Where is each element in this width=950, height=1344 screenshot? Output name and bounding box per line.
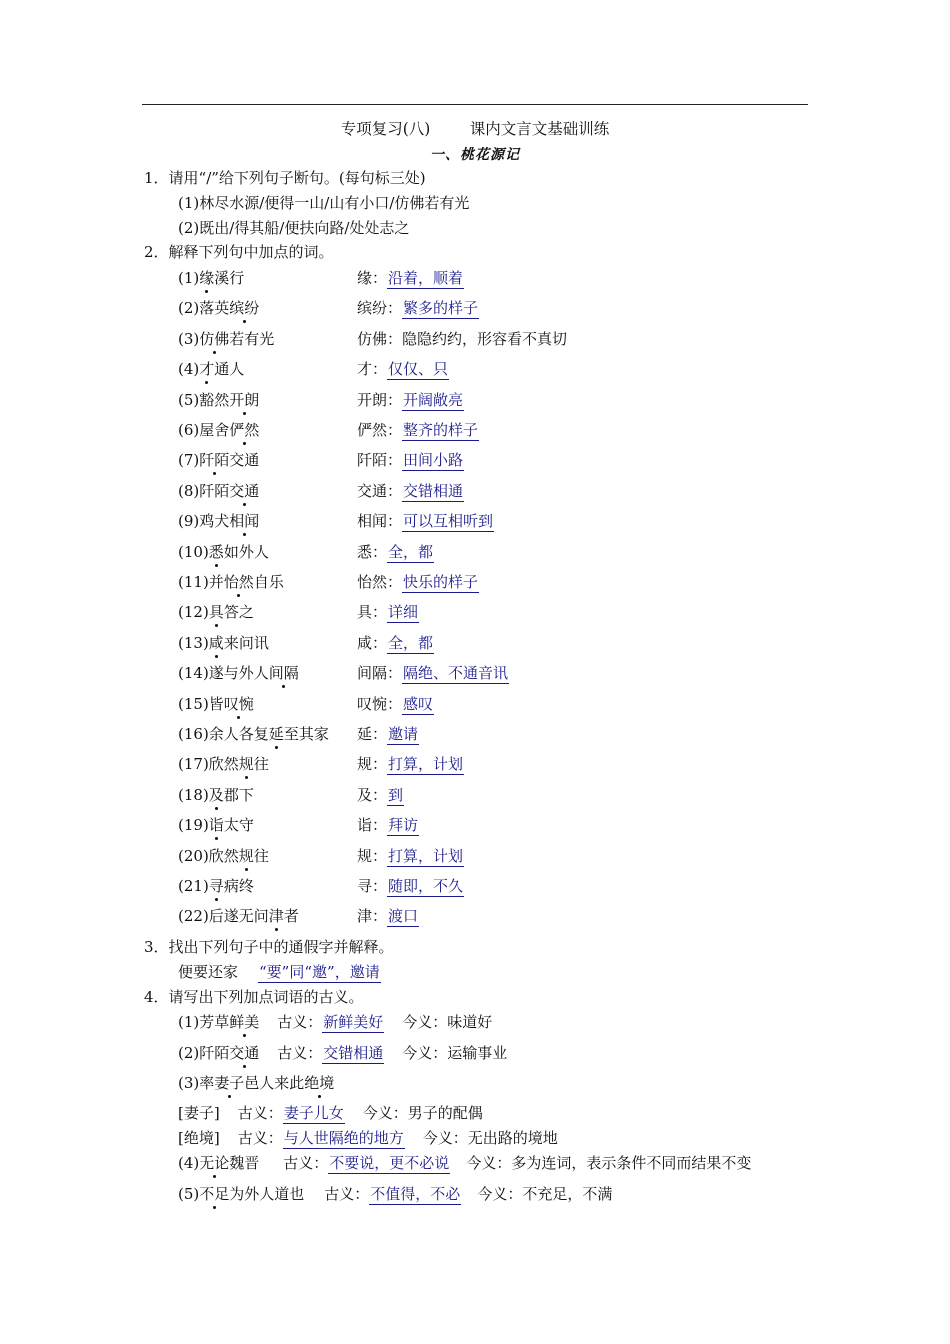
- q4-1-answer: 新鲜美好: [323, 1013, 384, 1031]
- answer: 快乐的样子: [403, 573, 479, 591]
- dotted-word: 规: [238, 755, 254, 773]
- q4-3-dotted-word-2: 绝境: [304, 1074, 335, 1092]
- q2-row-phrase: [178, 359, 244, 381]
- q3-line: [178, 962, 381, 984]
- word-label: 交通：: [357, 482, 403, 500]
- answer: 交错相通: [403, 482, 464, 500]
- q4-item-3a: [178, 1103, 483, 1125]
- answer: 打算，计划: [388, 847, 464, 865]
- q2-row-phrase: [178, 846, 269, 868]
- word-label: 缤纷：: [357, 299, 403, 317]
- answer: 拜访: [388, 816, 419, 834]
- answer: 田间小路: [403, 451, 464, 469]
- dotted-word: 间隔: [268, 664, 299, 682]
- q4-3b-label: [绝境]: [178, 1129, 220, 1147]
- q2-row-definition: [357, 390, 464, 412]
- phrase-text: (8)阡陌: [178, 482, 230, 500]
- section-title: 一、桃花源记: [430, 147, 520, 163]
- q4-5-text: (5): [178, 1185, 200, 1203]
- word-label: 间隔：: [357, 664, 403, 682]
- q4-3-text: (3)率: [178, 1074, 215, 1092]
- dotted-word: 开朗: [229, 391, 260, 409]
- phrase-text: (7): [178, 451, 200, 469]
- q2-row-definition: [357, 511, 494, 533]
- answer: 感叹: [403, 695, 434, 713]
- q4-item-3: [178, 1073, 334, 1095]
- q2-row-definition: [357, 572, 479, 594]
- q4-item-4: [178, 1153, 751, 1175]
- q4-2-gu-label: 古义：: [277, 1044, 323, 1062]
- q2-row-phrase: [178, 390, 259, 412]
- q1-stem: 1．请用“/”给下列句子断句。(每句标三处): [144, 169, 426, 187]
- answer: 仅仅、只: [388, 360, 449, 378]
- q2-row-phrase: [178, 329, 274, 351]
- answer: 隐隐约约，形容看不真切: [402, 330, 568, 348]
- q2-row-phrase: [178, 542, 269, 564]
- phrase-text-post: 答之: [223, 603, 254, 621]
- answer: 全，都: [388, 543, 434, 561]
- phrase-text: (12): [178, 603, 209, 621]
- word-label: 诣：: [357, 816, 388, 834]
- q4-4-dotted-word: 无论: [199, 1154, 230, 1172]
- dotted-word: 怡然: [223, 573, 254, 591]
- dotted-word: 规: [238, 847, 254, 865]
- q2-row-definition: [357, 876, 464, 898]
- word-label: 延：: [357, 725, 388, 743]
- q4-5-gu-label: 古义：: [324, 1185, 370, 1203]
- q2-row-phrase: [178, 876, 254, 898]
- dotted-word: 及: [208, 786, 224, 804]
- phrase-text-post: 溪行: [214, 269, 245, 287]
- word-label: 叹惋：: [357, 695, 403, 713]
- word-label: 缘：: [357, 269, 388, 287]
- q3-answer: “要”同“邀”，邀请: [259, 963, 380, 981]
- answer: 到: [388, 786, 404, 804]
- q4-4-text: (4): [178, 1154, 200, 1172]
- word-label: 相闻：: [357, 512, 403, 530]
- word-label: 俨然：: [357, 421, 403, 439]
- phrase-text: (11)并: [178, 573, 224, 591]
- q2-row-phrase: [178, 572, 284, 594]
- q3-sentence: 便要还家: [178, 963, 239, 981]
- q2-row-definition: [357, 754, 464, 776]
- q4-5-dotted-word: 不足: [199, 1185, 230, 1203]
- q4-3b-answer: 与人世隔绝的地方: [283, 1129, 404, 1147]
- q1-item-2: (2)既出/得其船/便扶向路/处处志之: [178, 219, 410, 237]
- word-label: 阡陌：: [357, 451, 403, 469]
- answer: 繁多的样子: [403, 299, 479, 317]
- phrase-text: (4): [178, 360, 200, 378]
- phrase-text: (21): [178, 877, 209, 895]
- answer: 整齐的样子: [403, 421, 479, 439]
- header-rule: [142, 104, 808, 105]
- dotted-word: 咸: [208, 634, 224, 652]
- phrase-text: (5)豁然: [178, 391, 230, 409]
- q4-4-gu-label: 古义：: [283, 1154, 329, 1172]
- q4-5-modern: 今义：不充足，不满: [477, 1185, 613, 1203]
- phrase-text-post: 病终: [223, 877, 254, 895]
- q2-row-phrase: [178, 906, 299, 928]
- word-label: 咸：: [357, 634, 388, 652]
- q2-row-definition: [357, 633, 434, 655]
- dotted-word: 俨然: [229, 421, 260, 439]
- answer: 随即，不久: [388, 877, 464, 895]
- dotted-word: 缘: [199, 269, 215, 287]
- answer: 沿着，顺着: [388, 269, 464, 287]
- q4-3a-modern: 今义：男子的配偶: [362, 1104, 483, 1122]
- q1-item-1: (1)林尽水源/便得一山/山有小口/仿佛若有光: [178, 194, 470, 212]
- phrase-text-post: 交通: [229, 451, 260, 469]
- q4-2-text: (2)阡陌: [178, 1044, 230, 1062]
- answer: 渡口: [388, 907, 419, 925]
- q4-item-1: [178, 1012, 492, 1034]
- answer: 打算，计划: [388, 755, 464, 773]
- dotted-word: 相闻: [229, 512, 260, 530]
- q2-row-phrase: [178, 754, 269, 776]
- phrase-text-post: 如外人: [223, 543, 269, 561]
- phrase-text: (20)欣然: [178, 847, 239, 865]
- q2-row-definition: [357, 846, 464, 868]
- answer: 可以互相听到: [403, 512, 494, 530]
- q2-row-definition: [357, 268, 464, 290]
- phrase-text: (17)欣然: [178, 755, 239, 773]
- phrase-text: (16)余人各复: [178, 725, 269, 743]
- word-label: 寻：: [357, 877, 388, 895]
- word-label: 怡然：: [357, 573, 403, 591]
- phrase-text: (19): [178, 816, 209, 834]
- q2-row-definition: [357, 663, 509, 685]
- q2-row-phrase: [178, 785, 254, 807]
- q2-row-definition: [357, 815, 419, 837]
- dotted-word: 才: [199, 360, 215, 378]
- q4-4-text-post: 魏晋: [229, 1154, 260, 1172]
- q2-row-definition: [357, 694, 434, 716]
- q4-2-dotted-word: 交通: [229, 1044, 260, 1062]
- q4-5-text-post: 为外人道也: [229, 1185, 305, 1203]
- dotted-word: 缤纷: [229, 299, 260, 317]
- q4-2-answer: 交错相通: [323, 1044, 384, 1062]
- dotted-word: 悉: [208, 543, 224, 561]
- q2-row-definition: [357, 420, 479, 442]
- q4-3b-modern: 今义：无出路的境地: [422, 1129, 558, 1147]
- phrase-text-post: 往: [253, 847, 269, 865]
- q2-row-phrase: [178, 633, 269, 655]
- q4-item-5: [178, 1184, 612, 1206]
- q2-row-phrase: [178, 450, 259, 472]
- q4-5-answer: 不值得，不必: [370, 1185, 461, 1203]
- q2-row-definition: [357, 298, 479, 320]
- word-label: 具：: [357, 603, 388, 621]
- word-label: 及：: [357, 786, 388, 804]
- phrase-text: (2)落英: [178, 299, 230, 317]
- q4-3-text-mid: 邑人来此: [244, 1074, 305, 1092]
- phrase-text: (22)后遂无问: [178, 907, 269, 925]
- q4-1-text: (1)芳草: [178, 1013, 230, 1031]
- q2-row-definition: [357, 481, 464, 503]
- word-label: 仿佛：: [357, 330, 403, 348]
- phrase-text-post: 郡下: [223, 786, 254, 804]
- phrase-text: (9)鸡犬: [178, 512, 230, 530]
- phrase-text: (15)皆: [178, 695, 224, 713]
- page-title: 专项复习(八) 课内文言文基础训练: [340, 120, 610, 138]
- q4-2-modern: 今义：运输事业: [402, 1044, 508, 1062]
- q4-3a-gu-label: 古义：: [237, 1104, 283, 1122]
- phrase-text-post: 者: [283, 907, 299, 925]
- q2-row-definition: [357, 329, 567, 351]
- q2-row-phrase: [178, 663, 299, 685]
- answer: 隔绝、不通音讯: [403, 664, 509, 682]
- phrase-text: (18): [178, 786, 209, 804]
- q2-row-phrase: [178, 602, 254, 624]
- phrase-text-post: 来问讯: [223, 634, 269, 652]
- q2-row-definition: [357, 906, 419, 928]
- phrase-text: (6)屋舍: [178, 421, 230, 439]
- q4-item-2: [178, 1043, 507, 1065]
- phrase-text-post: 通人: [214, 360, 245, 378]
- q4-3-dotted-word-1: 妻子: [214, 1074, 245, 1092]
- q2-row-phrase: [178, 815, 254, 837]
- q4-4-modern: 今义：多为连词，表示条件不同而结果不变: [466, 1154, 752, 1172]
- q2-row-phrase: [178, 724, 329, 746]
- phrase-text: (1): [178, 269, 200, 287]
- q4-3a-answer: 妻子儿女: [283, 1104, 344, 1122]
- q2-row-definition: [357, 542, 434, 564]
- q2-row-definition: [357, 785, 404, 807]
- q2-row-phrase: [178, 694, 254, 716]
- word-label: 规：: [357, 847, 388, 865]
- dotted-word: 寻: [208, 877, 224, 895]
- dotted-word: 叹惋: [223, 695, 254, 713]
- dotted-word: 交通: [229, 482, 260, 500]
- dotted-word: 仿佛: [199, 330, 230, 348]
- dotted-word: 具: [208, 603, 224, 621]
- q4-item-3b: [178, 1128, 558, 1150]
- q2-row-definition: [357, 724, 419, 746]
- word-label: 开朗：: [357, 391, 403, 409]
- phrase-text: (10): [178, 543, 209, 561]
- answer: 详细: [388, 603, 419, 621]
- q2-stem: 2．解释下列句中加点的词。: [144, 243, 334, 261]
- q2-row-phrase: [178, 420, 259, 442]
- q2-row-phrase: [178, 511, 259, 533]
- word-label: 悉：: [357, 543, 388, 561]
- dotted-word: 阡陌: [199, 451, 230, 469]
- q2-row-phrase: [178, 268, 244, 290]
- q4-stem: 4．请写出下列加点词语的古义。: [144, 988, 364, 1006]
- q3-stem: 3．找出下列句子中的通假字并解释。: [144, 938, 394, 956]
- dotted-word: 诣: [208, 816, 224, 834]
- dotted-word: 津: [268, 907, 284, 925]
- answer: 邀请: [388, 725, 419, 743]
- q4-1-dotted-word: 鲜美: [229, 1013, 260, 1031]
- phrase-text: (14)遂与外人: [178, 664, 269, 682]
- answer: 全，都: [388, 634, 434, 652]
- q4-3b-gu-label: 古义：: [237, 1129, 283, 1147]
- q2-row-definition: [357, 359, 449, 381]
- word-label: 才：: [357, 360, 388, 378]
- word-label: 规：: [357, 755, 388, 773]
- phrase-text-post: 至其家: [283, 725, 329, 743]
- q4-3a-label: [妻子]: [178, 1104, 220, 1122]
- q2-row-phrase: [178, 298, 259, 320]
- q2-row-phrase: [178, 481, 259, 503]
- phrase-text: (3): [178, 330, 200, 348]
- word-label: 津：: [357, 907, 388, 925]
- dotted-word: 延: [268, 725, 284, 743]
- phrase-text-post: 若有光: [229, 330, 275, 348]
- q2-row-definition: [357, 450, 464, 472]
- phrase-text-post: 自乐: [253, 573, 284, 591]
- q2-row-definition: [357, 602, 419, 624]
- phrase-text-post: 太守: [223, 816, 254, 834]
- q4-1-modern: 今义：味道好: [402, 1013, 493, 1031]
- answer: 开阔敞亮: [403, 391, 464, 409]
- phrase-text: (13): [178, 634, 209, 652]
- phrase-text-post: 往: [253, 755, 269, 773]
- q4-1-gu-label: 古义：: [277, 1013, 323, 1031]
- q4-4-answer: 不要说，更不必说: [329, 1154, 450, 1172]
